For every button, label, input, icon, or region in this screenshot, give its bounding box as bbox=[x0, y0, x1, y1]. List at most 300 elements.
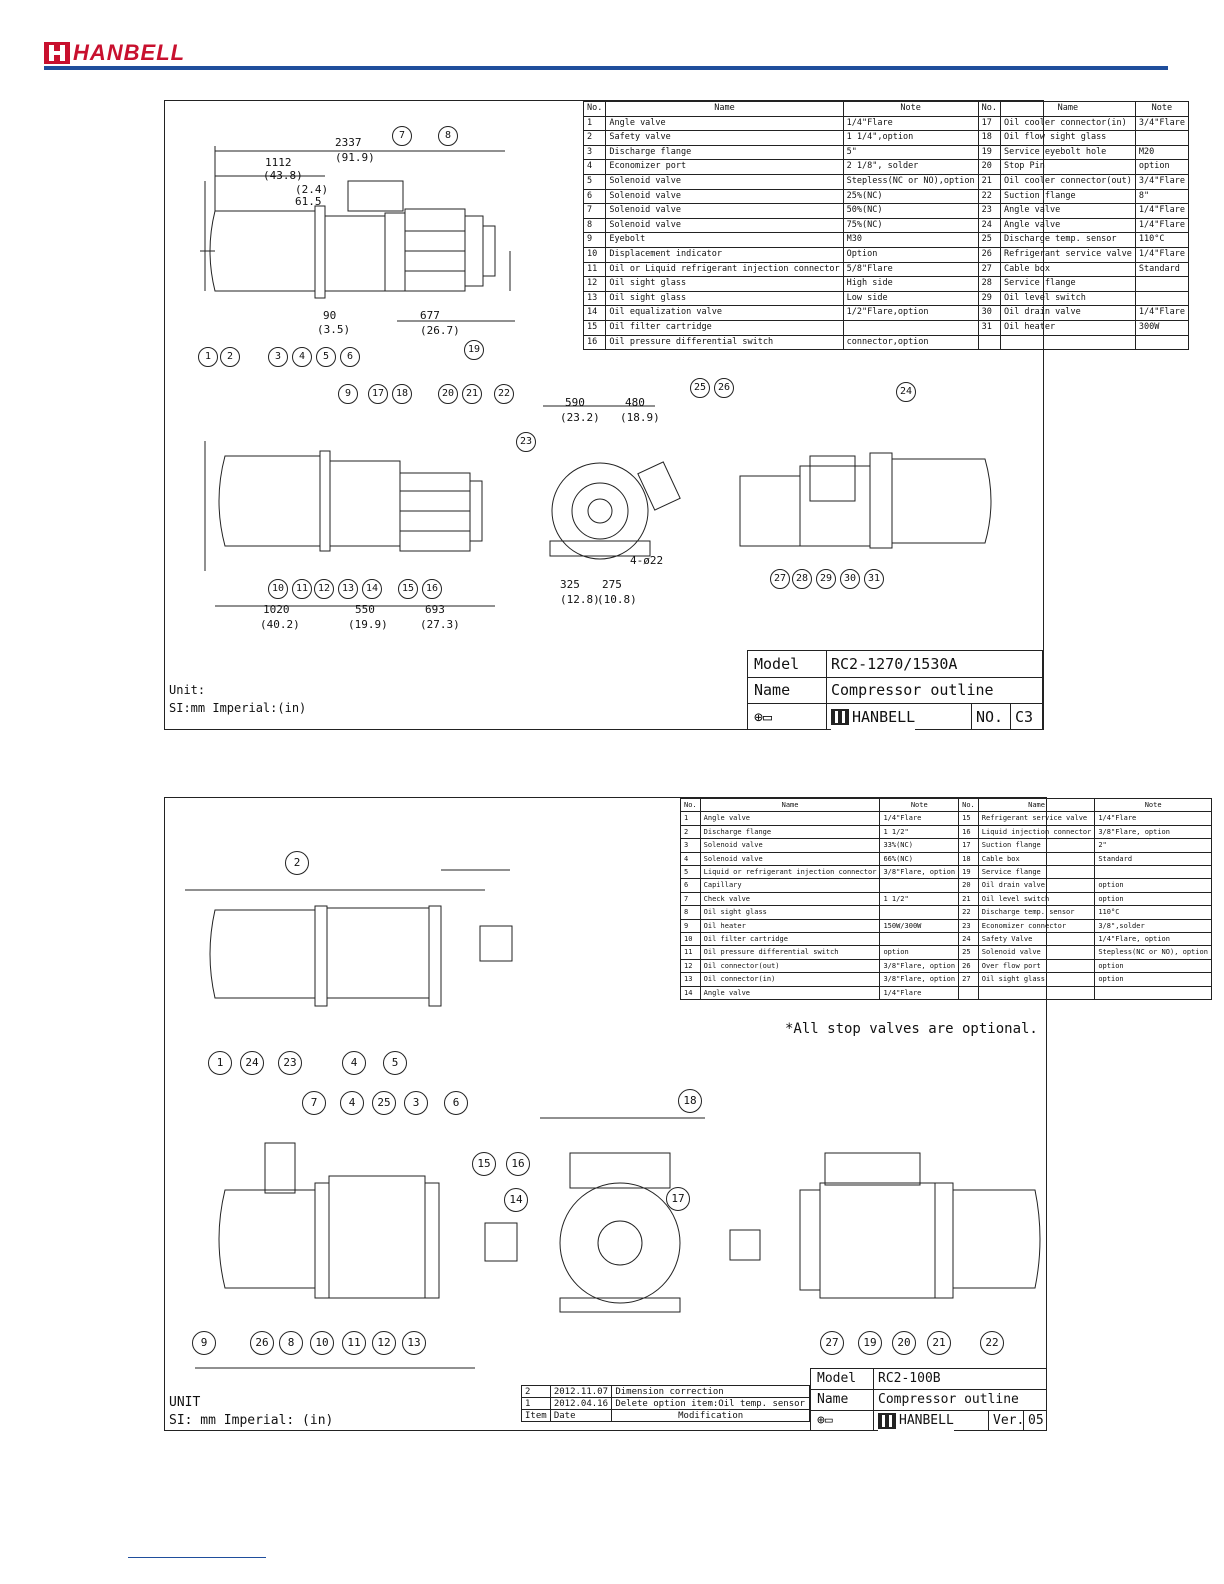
part-note: 3/8"Flare, option bbox=[1095, 825, 1212, 838]
name-value: Compressor outline bbox=[878, 1392, 1019, 1407]
part-name: Oil heater bbox=[1000, 320, 1135, 335]
part-note: 5/8"Flare bbox=[843, 262, 978, 277]
part-no: 6 bbox=[584, 189, 606, 204]
callout-balloon-20: 20 bbox=[438, 384, 458, 404]
part-no: 6 bbox=[681, 879, 701, 892]
part-name: Service flange bbox=[978, 866, 1095, 879]
dim-text: (18.9) bbox=[620, 411, 660, 424]
callout-balloon-2: 2 bbox=[220, 347, 240, 367]
name-label: Name bbox=[748, 678, 827, 703]
part-name: Solenoid valve bbox=[606, 189, 843, 204]
part-name: Service eyebolt hole bbox=[1000, 145, 1135, 160]
part-name: Stop Pin bbox=[1000, 160, 1135, 175]
part-note: Option bbox=[843, 247, 978, 262]
mod-text: Dimension correction bbox=[612, 1386, 810, 1398]
part-note: 50%(NC) bbox=[843, 204, 978, 219]
table-row bbox=[584, 116, 1189, 131]
part-note: 3/8"Flare, option bbox=[880, 973, 959, 986]
part-note: High side bbox=[843, 277, 978, 292]
dim-text: (19.9) bbox=[348, 618, 388, 631]
callout-balloon-30: 30 bbox=[840, 569, 860, 589]
part-note bbox=[1135, 131, 1188, 146]
part-note: 1/4"Flare bbox=[1135, 247, 1188, 262]
part-no: 30 bbox=[978, 306, 1000, 321]
part-name: Discharge temp. sensor bbox=[1000, 233, 1135, 248]
model-value: RC2-100B bbox=[878, 1371, 941, 1386]
part-name: Solenoid valve bbox=[606, 218, 843, 233]
part-name: Discharge temp. sensor bbox=[978, 906, 1095, 919]
table-row bbox=[681, 959, 1212, 972]
dim-text: (27.3) bbox=[420, 618, 460, 631]
part-no: 24 bbox=[959, 933, 979, 946]
callout-balloon-3: 3 bbox=[268, 347, 288, 367]
table-row bbox=[584, 247, 1189, 262]
callout-balloon-1: 1 bbox=[208, 1051, 232, 1075]
callout-balloon-4: 4 bbox=[342, 1051, 366, 1075]
part-no: 4 bbox=[584, 160, 606, 175]
unit-text: SI: mm Imperial: (in) bbox=[169, 1413, 334, 1428]
part-name: Oil pressure differential switch bbox=[700, 946, 880, 959]
callout-balloon-26: 26 bbox=[250, 1331, 274, 1355]
part-name: Angle valve bbox=[606, 116, 843, 131]
callout-balloon-6: 6 bbox=[340, 347, 360, 367]
mod-item: 1 bbox=[522, 1398, 551, 1410]
mod-header-cell: Date bbox=[550, 1410, 612, 1422]
callout-balloon-5: 5 bbox=[383, 1051, 407, 1075]
dim-text: 590 bbox=[565, 396, 585, 409]
parts-header-cell: Note bbox=[1135, 102, 1188, 117]
callout-balloon-4: 4 bbox=[340, 1091, 364, 1115]
parts-header-cell: Note bbox=[880, 799, 959, 812]
part-no: 1 bbox=[681, 812, 701, 825]
part-note bbox=[1135, 277, 1188, 292]
callout-balloon-11: 11 bbox=[342, 1331, 366, 1355]
projection-icon: ⊕▭ bbox=[811, 1411, 874, 1431]
callout-balloon-14: 14 bbox=[504, 1188, 528, 1212]
part-note: option bbox=[1095, 879, 1212, 892]
part-no: 3 bbox=[681, 839, 701, 852]
part-name: Displacement indicator bbox=[606, 247, 843, 262]
drawing-sheet-2 bbox=[164, 797, 1208, 1431]
part-no: 14 bbox=[584, 306, 606, 321]
part-note: option bbox=[880, 946, 959, 959]
part-name: Service flange bbox=[1000, 277, 1135, 292]
dim-text: 550 bbox=[355, 603, 375, 616]
part-name: Cable box bbox=[1000, 262, 1135, 277]
part-note: 3/4"Flare bbox=[1135, 116, 1188, 131]
modification-row bbox=[522, 1398, 810, 1410]
table-row bbox=[584, 277, 1189, 292]
dim-text: 2337 bbox=[335, 136, 362, 149]
part-name: Liquid or refrigerant injection connector bbox=[700, 866, 880, 879]
part-note: 3/8"Flare, option bbox=[880, 866, 959, 879]
table-row bbox=[681, 973, 1212, 986]
part-no: 2 bbox=[681, 825, 701, 838]
part-no: 8 bbox=[681, 906, 701, 919]
dim-text: 1112 bbox=[265, 156, 292, 169]
part-no: 16 bbox=[959, 825, 979, 838]
table-row bbox=[584, 320, 1189, 335]
unit-note-1 bbox=[169, 681, 306, 717]
part-no: 5 bbox=[681, 866, 701, 879]
part-no: 9 bbox=[584, 233, 606, 248]
callout-balloon-24: 24 bbox=[896, 382, 916, 402]
part-note bbox=[1135, 335, 1188, 350]
part-note: Standard bbox=[1135, 262, 1188, 277]
callout-balloon-12: 12 bbox=[314, 579, 334, 599]
callout-balloon-21: 21 bbox=[927, 1331, 951, 1355]
callout-balloon-29: 29 bbox=[816, 569, 836, 589]
dim-text: 480 bbox=[625, 396, 645, 409]
table-row bbox=[681, 825, 1212, 838]
part-note: 1/4"Flare bbox=[1095, 812, 1212, 825]
part-name: Oil heater bbox=[700, 919, 880, 932]
callout-balloon-19: 19 bbox=[858, 1331, 882, 1355]
part-no: 11 bbox=[584, 262, 606, 277]
callout-balloon-19: 19 bbox=[464, 340, 484, 360]
part-note: 3/8",solder bbox=[1095, 919, 1212, 932]
part-no: 25 bbox=[978, 233, 1000, 248]
part-no: 2 bbox=[584, 131, 606, 146]
table-row bbox=[681, 812, 1212, 825]
callout-balloon-20: 20 bbox=[892, 1331, 916, 1355]
callout-balloon-25: 25 bbox=[372, 1091, 396, 1115]
callout-balloon-15: 15 bbox=[398, 579, 418, 599]
dim-text: 90 bbox=[323, 309, 337, 322]
side-view-1-dims bbox=[260, 603, 460, 631]
part-note: 1 1/2" bbox=[880, 825, 959, 838]
part-no: 8 bbox=[584, 218, 606, 233]
part-note: 1/2"Flare,option bbox=[843, 306, 978, 321]
model-value: RC2-1270/1530A bbox=[831, 655, 958, 673]
modification-table bbox=[521, 1385, 810, 1422]
part-no: 19 bbox=[959, 866, 979, 879]
part-name: Safety Valve bbox=[978, 933, 1095, 946]
title-block-1 bbox=[747, 650, 1043, 730]
table-row bbox=[681, 986, 1212, 999]
part-no: 5 bbox=[584, 174, 606, 189]
part-no: 23 bbox=[978, 204, 1000, 219]
dim-text: 61.5 bbox=[295, 195, 322, 208]
callout-balloon-23: 23 bbox=[278, 1051, 302, 1075]
drawing-sheet-1 bbox=[164, 100, 1185, 730]
part-note: 5" bbox=[843, 145, 978, 160]
part-name: Angle valve bbox=[1000, 218, 1135, 233]
callout-balloon-7: 7 bbox=[302, 1091, 326, 1115]
ver-label: Ver. bbox=[989, 1411, 1024, 1431]
part-name: Angle valve bbox=[1000, 204, 1135, 219]
parts-header-cell: Name bbox=[700, 799, 880, 812]
modification-header bbox=[522, 1410, 810, 1422]
callout-balloon-10: 10 bbox=[268, 579, 288, 599]
part-no: 14 bbox=[681, 986, 701, 999]
table-row bbox=[681, 933, 1212, 946]
table-row bbox=[681, 839, 1212, 852]
part-name: Oil filter cartridge bbox=[700, 933, 880, 946]
part-name: Angle valve bbox=[700, 986, 880, 999]
dim-text: 4-ø22 bbox=[630, 554, 664, 567]
part-name: Capillary bbox=[700, 879, 880, 892]
mod-date: 2012.11.07 bbox=[550, 1386, 612, 1398]
table-row bbox=[584, 262, 1189, 277]
part-no: 12 bbox=[681, 959, 701, 972]
top-view-2 bbox=[185, 870, 512, 1006]
model-label: Model bbox=[748, 651, 827, 677]
callout-balloon-12: 12 bbox=[372, 1331, 396, 1355]
mod-header-cell: Modification bbox=[612, 1410, 810, 1422]
callout-balloon-21: 21 bbox=[462, 384, 482, 404]
part-no: 22 bbox=[959, 906, 979, 919]
table-row bbox=[584, 160, 1189, 175]
table-row bbox=[584, 335, 1189, 350]
table-row bbox=[681, 852, 1212, 865]
unit-note-2 bbox=[169, 1394, 333, 1430]
dim-text: (91.9) bbox=[335, 151, 375, 164]
mod-date: 2012.04.16 bbox=[550, 1398, 612, 1410]
part-no: 20 bbox=[959, 879, 979, 892]
callout-balloon-28: 28 bbox=[792, 569, 812, 589]
top-view-1-dims bbox=[263, 136, 460, 337]
part-no bbox=[959, 986, 979, 999]
dim-text: (40.2) bbox=[260, 618, 300, 631]
part-name: Oil connector(in) bbox=[700, 973, 880, 986]
table-row bbox=[681, 919, 1212, 932]
mod-item: 2 bbox=[522, 1386, 551, 1398]
part-name: Solenoid valve bbox=[606, 174, 843, 189]
callout-balloon-16: 16 bbox=[506, 1152, 530, 1176]
part-name: Liquid injection connector bbox=[978, 825, 1095, 838]
part-note: 1/4"Flare bbox=[880, 986, 959, 999]
parts-header-cell: Note bbox=[1095, 799, 1212, 812]
no-value: C3 bbox=[1015, 708, 1034, 726]
part-note: 8" bbox=[1135, 189, 1188, 204]
title-brand bbox=[878, 1411, 954, 1431]
table-row bbox=[584, 131, 1189, 146]
callout-balloon-7: 7 bbox=[392, 126, 412, 146]
parts-header-cell: Note bbox=[843, 102, 978, 117]
part-note bbox=[880, 906, 959, 919]
table-row bbox=[584, 204, 1189, 219]
callout-balloon-15: 15 bbox=[472, 1152, 496, 1176]
callout-balloon-1: 1 bbox=[198, 347, 218, 367]
part-no: 17 bbox=[959, 839, 979, 852]
part-note: 1/4"Flare bbox=[1135, 218, 1188, 233]
callout-balloon-31: 31 bbox=[864, 569, 884, 589]
part-note: 1/4"Flare bbox=[843, 116, 978, 131]
front-view-1 bbox=[543, 406, 680, 559]
rear-view-1 bbox=[740, 453, 991, 548]
dim-text: (26.7) bbox=[420, 324, 460, 337]
callout-balloon-4: 4 bbox=[292, 347, 312, 367]
table-row bbox=[584, 233, 1189, 248]
callout-balloon-23: 23 bbox=[516, 432, 536, 452]
part-no: 18 bbox=[959, 852, 979, 865]
part-no: 25 bbox=[959, 946, 979, 959]
callout-balloon-26: 26 bbox=[714, 378, 734, 398]
part-name bbox=[1000, 335, 1135, 350]
table-row bbox=[584, 145, 1189, 160]
part-note: 110°C bbox=[1095, 906, 1212, 919]
callout-balloon-18: 18 bbox=[392, 384, 412, 404]
part-name: Economizer connector bbox=[978, 919, 1095, 932]
part-note bbox=[1095, 986, 1212, 999]
mod-text: Delete option item:Oil temp. sensor bbox=[612, 1398, 810, 1410]
part-no: 3 bbox=[584, 145, 606, 160]
dim-text: (23.2) bbox=[560, 411, 600, 424]
top-view-1 bbox=[200, 146, 515, 321]
callout-balloon-24: 24 bbox=[240, 1051, 264, 1075]
part-note: M30 bbox=[843, 233, 978, 248]
part-note: 33%(NC) bbox=[880, 839, 959, 852]
part-note: option bbox=[1095, 973, 1212, 986]
dim-text: 1020 bbox=[263, 603, 290, 616]
title-brand-text: HANBELL bbox=[899, 1413, 954, 1428]
part-note: 1/4"Flare bbox=[880, 812, 959, 825]
callout-balloon-11: 11 bbox=[292, 579, 312, 599]
table-row bbox=[584, 174, 1189, 189]
part-no: 24 bbox=[978, 218, 1000, 233]
part-note: Low side bbox=[843, 291, 978, 306]
ver-value: 05 bbox=[1028, 1413, 1044, 1428]
part-name: Discharge flange bbox=[700, 825, 880, 838]
callout-balloon-8: 8 bbox=[438, 126, 458, 146]
unit-label: UNIT bbox=[169, 1395, 201, 1410]
table-row bbox=[584, 189, 1189, 204]
modification-row bbox=[522, 1386, 810, 1398]
part-no: 12 bbox=[584, 277, 606, 292]
part-name: Suction flange bbox=[978, 839, 1095, 852]
part-note: 66%(NC) bbox=[880, 852, 959, 865]
part-no: 15 bbox=[959, 812, 979, 825]
parts-header-cell: Name bbox=[978, 799, 1095, 812]
part-note bbox=[843, 320, 978, 335]
part-no: 13 bbox=[681, 973, 701, 986]
callout-balloon-5: 5 bbox=[316, 347, 336, 367]
part-note: 3/8"Flare, option bbox=[880, 959, 959, 972]
parts-header-cell: No. bbox=[978, 102, 1000, 117]
table-row bbox=[584, 306, 1189, 321]
dim-text: (3.5) bbox=[317, 323, 351, 336]
part-name bbox=[978, 986, 1095, 999]
header-rule bbox=[44, 66, 1168, 70]
part-note: 2" bbox=[1095, 839, 1212, 852]
part-note bbox=[880, 933, 959, 946]
part-name: Oil drain valve bbox=[1000, 306, 1135, 321]
part-no: 21 bbox=[959, 892, 979, 905]
table-row bbox=[681, 906, 1212, 919]
part-name: Oil level switch bbox=[978, 892, 1095, 905]
part-name: Economizer port bbox=[606, 160, 843, 175]
dim-text: (10.8) bbox=[597, 593, 637, 606]
callout-balloon-9: 9 bbox=[192, 1331, 216, 1355]
parts-header-cell: No. bbox=[959, 799, 979, 812]
table-row bbox=[681, 946, 1212, 959]
part-name: Oil connector(out) bbox=[700, 959, 880, 972]
part-name: Safety valve bbox=[606, 131, 843, 146]
part-name: Suction flange bbox=[1000, 189, 1135, 204]
stop-valve-note: *All stop valves are optional. bbox=[785, 1021, 1038, 1037]
callout-balloon-6: 6 bbox=[444, 1091, 468, 1115]
part-note: option bbox=[1135, 160, 1188, 175]
part-name: Angle valve bbox=[700, 812, 880, 825]
callout-balloon-27: 27 bbox=[820, 1331, 844, 1355]
title-block-2 bbox=[810, 1368, 1047, 1431]
part-note: 1 1/4",option bbox=[843, 131, 978, 146]
part-no: 1 bbox=[584, 116, 606, 131]
front-view-1-dims bbox=[560, 396, 663, 606]
part-note bbox=[1095, 866, 1212, 879]
part-name: Refrigerant service valve bbox=[978, 812, 1095, 825]
part-no: 21 bbox=[978, 174, 1000, 189]
callout-balloon-22: 22 bbox=[980, 1331, 1004, 1355]
callout-balloon-13: 13 bbox=[338, 579, 358, 599]
part-no: 15 bbox=[584, 320, 606, 335]
dim-text: 677 bbox=[420, 309, 440, 322]
callout-balloon-10: 10 bbox=[310, 1331, 334, 1355]
part-no: 23 bbox=[959, 919, 979, 932]
part-name: Oil pressure differential switch bbox=[606, 335, 843, 350]
parts-table-1 bbox=[583, 101, 1189, 350]
part-name: Discharge flange bbox=[606, 145, 843, 160]
part-no: 11 bbox=[681, 946, 701, 959]
dim-text: (2.4) bbox=[295, 183, 329, 196]
part-no: 19 bbox=[978, 145, 1000, 160]
name-value: Compressor outline bbox=[831, 681, 994, 699]
table-row bbox=[681, 892, 1212, 905]
callout-balloon-22: 22 bbox=[494, 384, 514, 404]
part-name: Solenoid valve bbox=[978, 946, 1095, 959]
dim-text: 325 bbox=[560, 578, 580, 591]
part-name: Solenoid valve bbox=[700, 852, 880, 865]
part-note: Stepless(NC or NO), option bbox=[1095, 946, 1212, 959]
part-no: 17 bbox=[978, 116, 1000, 131]
dim-text: 693 bbox=[425, 603, 445, 616]
part-note: connector,option bbox=[843, 335, 978, 350]
part-no: 22 bbox=[978, 189, 1000, 204]
part-no bbox=[978, 335, 1000, 350]
part-note: 300W bbox=[1135, 320, 1188, 335]
part-no: 13 bbox=[584, 291, 606, 306]
part-name: Oil cooler connector(out) bbox=[1000, 174, 1135, 189]
part-name: Oil or Liquid refrigerant injection connector bbox=[606, 262, 843, 277]
part-no: 4 bbox=[681, 852, 701, 865]
model-label: Model bbox=[811, 1369, 874, 1389]
part-note: 1/4"Flare bbox=[1135, 204, 1188, 219]
part-no: 28 bbox=[978, 277, 1000, 292]
part-name: Oil level switch bbox=[1000, 291, 1135, 306]
part-note bbox=[880, 879, 959, 892]
callout-balloon-13: 13 bbox=[402, 1331, 426, 1355]
part-name: Oil sight glass bbox=[700, 906, 880, 919]
part-no: 9 bbox=[681, 919, 701, 932]
footer-link-line bbox=[128, 1557, 266, 1558]
part-name: Oil sight glass bbox=[606, 277, 843, 292]
part-name: Oil sight glass bbox=[978, 973, 1095, 986]
part-no: 10 bbox=[681, 933, 701, 946]
hanbell-logo-mark bbox=[44, 42, 70, 64]
callout-balloon-25: 25 bbox=[690, 378, 710, 398]
part-no: 27 bbox=[959, 973, 979, 986]
title-brand bbox=[831, 704, 915, 730]
part-note: 1/4"Flare bbox=[1135, 306, 1188, 321]
part-no: 7 bbox=[681, 892, 701, 905]
callout-balloon-2: 2 bbox=[285, 851, 309, 875]
hanbell-logo-text: HANBELL bbox=[73, 40, 186, 65]
hanbell-logo bbox=[44, 40, 185, 66]
part-name: Oil drain valve bbox=[978, 879, 1095, 892]
part-name: Eyebolt bbox=[606, 233, 843, 248]
part-note: 2 1/8", solder bbox=[843, 160, 978, 175]
